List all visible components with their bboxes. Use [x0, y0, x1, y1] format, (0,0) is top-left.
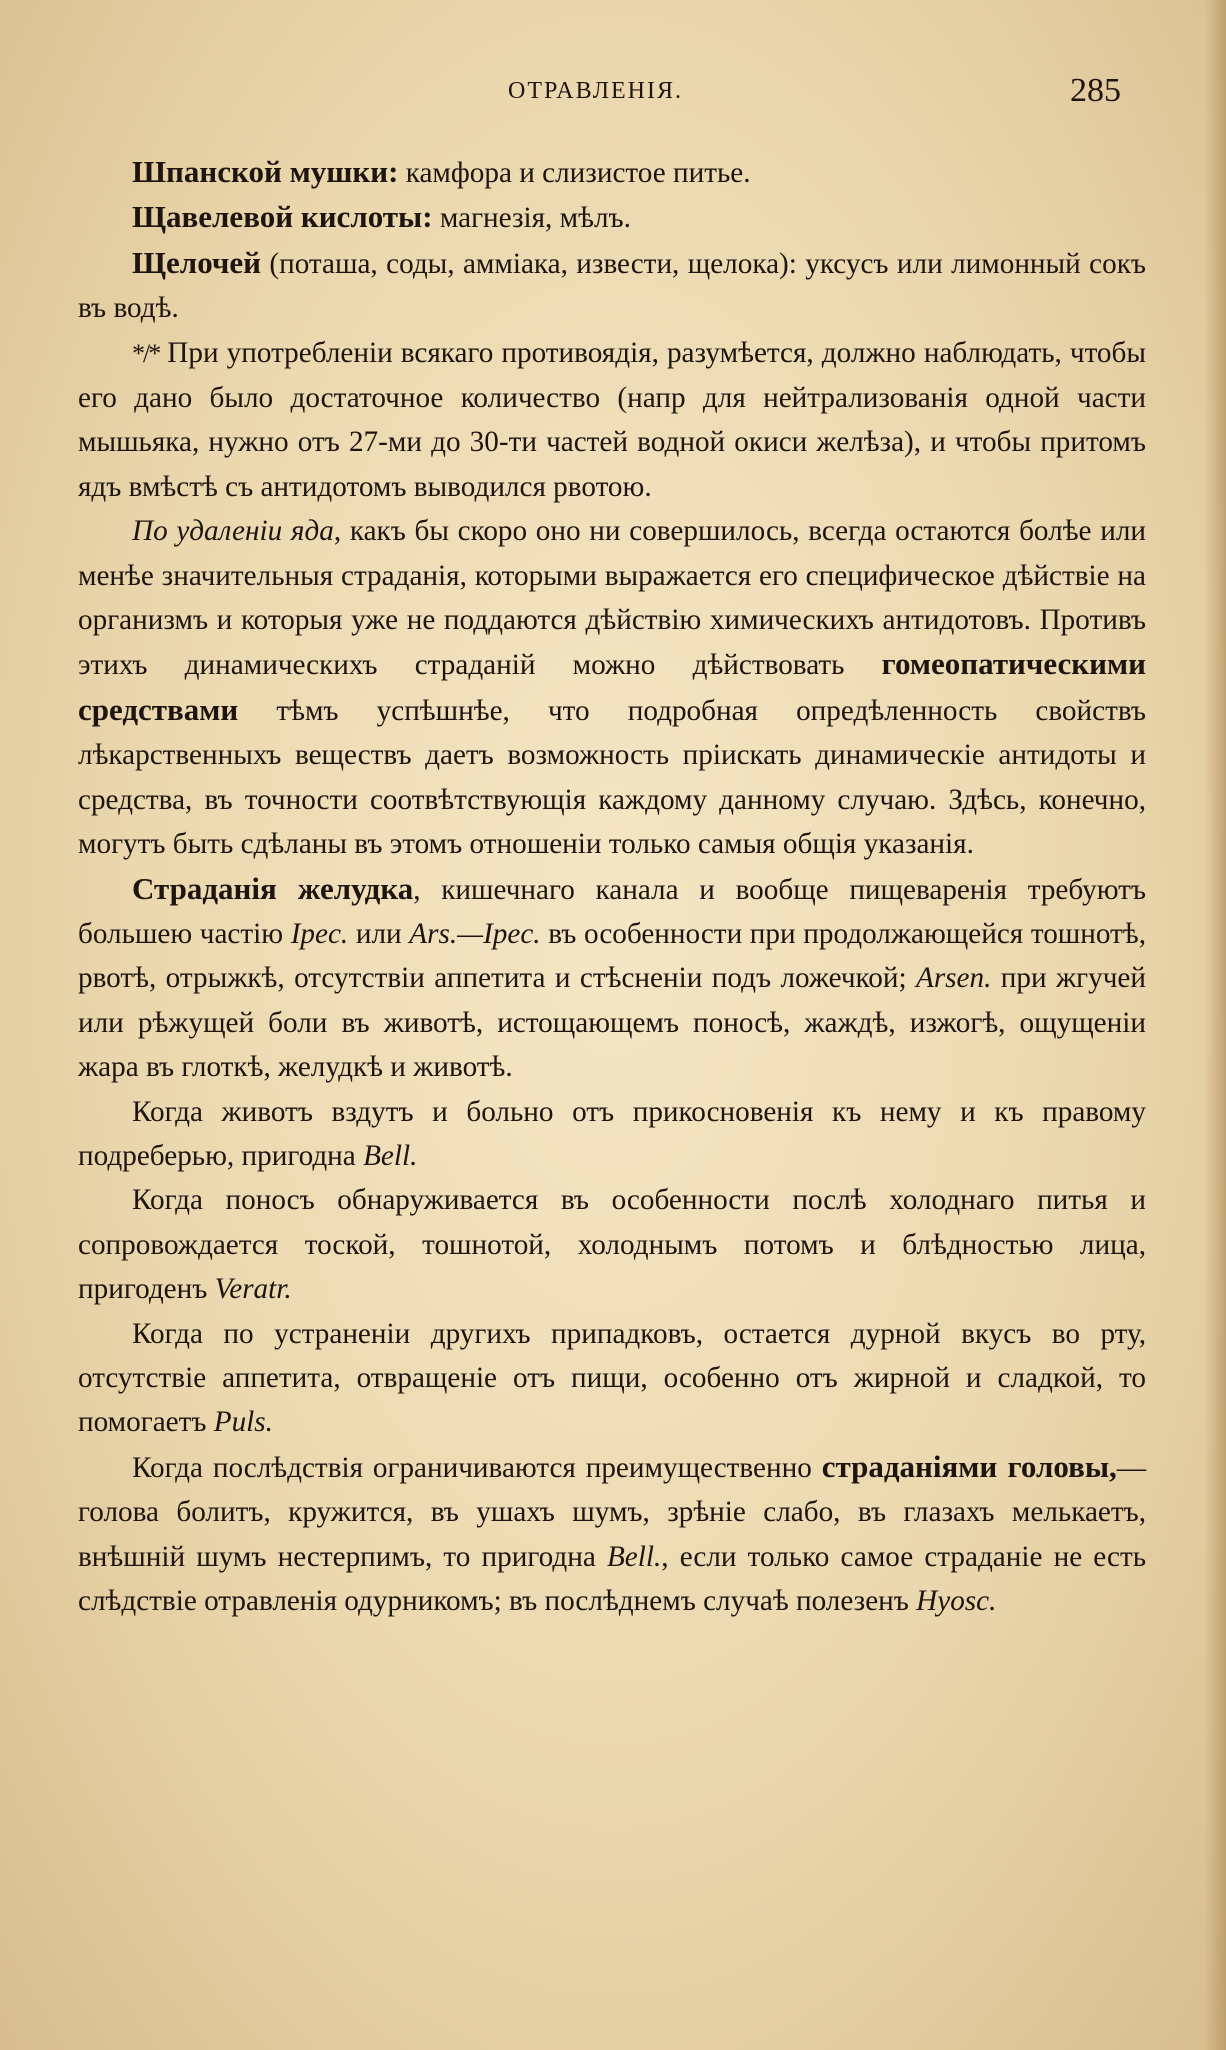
stomach-text-2: или — [348, 917, 410, 950]
remedy-ipec: Ipec. — [290, 917, 349, 950]
puls-text: Когда по устраненіи другихъ припадковъ, остается дурной вкусъ во рту, отсутствіе аппетита, отвращеніе отъ пищи, особенно отъ жирной и сладкой, то помогаетъ — [78, 1317, 1146, 1439]
remedy-hyosc: Hyosc. — [916, 1585, 997, 1617]
antidote-spanish-fly-text: камфора и слизистое питье. — [398, 157, 751, 189]
asterism-icon: */* — [132, 338, 160, 368]
remedy-puls: Puls. — [213, 1406, 273, 1439]
note-paragraph — [78, 331, 1146, 510]
remedy-arsen: Arsen. — [915, 962, 992, 995]
after-removal-lead: По удаленіи яда — [132, 515, 334, 548]
note-text: При употребленіи всякаго противоядія, разумѣется, должно наблюдать, чтобы его дано было достаточное количество (напр для нейтрализованія одной части мышьяка, нужно отъ 27-ми до 30-ти частей водной окиси желѣза), и чтобы притомъ ядъ вмѣстѣ съ антидотомъ выводился рвотою. — [78, 336, 1146, 503]
after-removal-text-1: , какъ бы скоро оно ни совершилось, всегда остаются болѣе или менѣе значительныя страданія, которыми выражается его специфическое дѣйствіе на организмъ и которыя уже не поддаются дѣйствію химическихъ антидотовъ. Противъ этихъ динамическихъ страданій можно дѣйствовать — [78, 515, 1146, 682]
after-removal-text-2: тѣмъ успѣшнѣе, что подробная опредѣленность свойствъ лѣкарственныхъ веществъ даетъ возможность пріискать динамическіе антидоты и средства, въ точности соотвѣтствующія каждому данному случаю. Здѣсь, конечно, могутъ быть сдѣланы въ этомъ отношеніи только самыя общія указанія. — [78, 694, 1146, 861]
bell-paragraph — [78, 1090, 1146, 1179]
antidote-alkali-text: (поташа, соды, амміака, извести, щелока): уксусъ или лимонный сокъ въ водѣ. — [78, 247, 1146, 325]
veratr-paragraph — [78, 1178, 1146, 1311]
antidote-oxalic-acid — [78, 195, 1146, 240]
head-text-1: Когда послѣдствія ограничиваются преимущественно — [132, 1451, 822, 1484]
term-head-ailments: страданіями головы, — [821, 1448, 1117, 1484]
body-text — [78, 150, 1146, 1623]
stomach-text-3: въ особенности при продолжающейся тошнотѣ, рвотѣ, отрыжкѣ, отсутствіи аппетита и стѣсненіи подъ ложечкой; — [78, 917, 1146, 995]
term-stomach-ailments: Страданія желудка — [132, 870, 414, 906]
term-homeopathic-remedies: гомеопатическими средствами — [78, 646, 1146, 727]
stomach-paragraph — [78, 867, 1146, 1090]
term-spanish-fly: Шпанской мушки: — [132, 154, 399, 189]
term-oxalic-acid: Щавелевой кислоты: — [132, 199, 433, 235]
head-text-2: —голова болитъ, кружится, въ ушахъ шумъ, зрѣніе слабо, въ глазахъ мелькаетъ, внѣшній шумъ нестерпимъ, то пригодна — [78, 1451, 1146, 1573]
head-paragraph — [78, 1445, 1146, 1624]
veratr-text: Когда поносъ обнаруживается въ особенности послѣ холоднаго питья и сопровождается тоской, тошнотой, холоднымъ потомъ и блѣдностью лица, пригоденъ — [78, 1184, 1146, 1306]
remedy-veratr: Veratr. — [214, 1273, 292, 1306]
antidote-oxalic-acid-text: магнезія, мѣлъ. — [432, 202, 631, 235]
antidote-alkali — [78, 241, 1146, 331]
page-number: 285 — [1070, 72, 1121, 109]
page-edge-shadow — [1204, 0, 1226, 2050]
stomach-text-4: при жгучей или рѣжущей боли въ животѣ, истощающемъ поносѣ, жаждѣ, изжогѣ, ощущеніи жара въ глоткѣ, желудкѣ и животѣ. — [78, 962, 1146, 1084]
remedy-ars-ipec: Ars.—Ipec. — [409, 917, 541, 950]
remedy-bell-head: Bell. — [606, 1540, 662, 1573]
after-removal-paragraph — [78, 509, 1146, 866]
bell-text: Когда животъ вздутъ и больно отъ прикосновенія къ нему и къ правому подреберью, пригодна — [78, 1095, 1146, 1172]
antidote-spanish-fly — [78, 150, 1146, 195]
term-alkali: Щелочей — [132, 244, 261, 280]
stomach-text-1: , кишечнаго канала и вообще пищеваренія требуютъ большею частію — [78, 873, 1146, 950]
remedy-bell: Bell. — [363, 1139, 418, 1172]
head-text-3: , если только самое страданіе не есть слѣдствіе отравленія одурникомъ; въ послѣднемъ случаѣ полезенъ — [78, 1540, 1147, 1617]
running-header — [0, 72, 1226, 112]
running-title: ОТРАВЛЕНІЯ. — [508, 78, 683, 104]
puls-paragraph — [78, 1312, 1146, 1445]
